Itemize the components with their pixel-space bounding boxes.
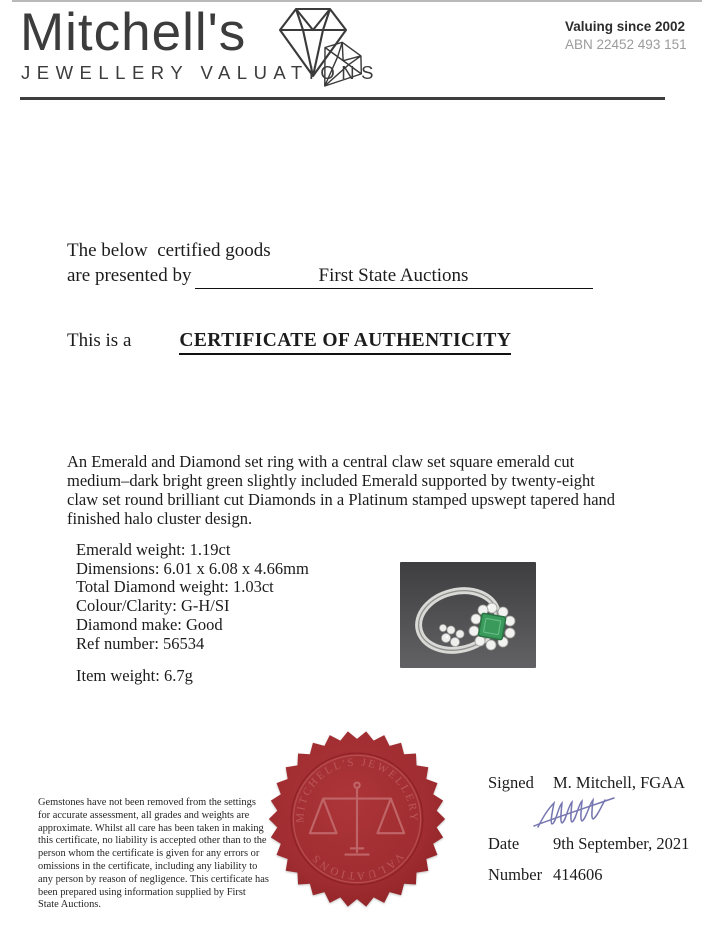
date-row <box>488 834 698 854</box>
disclaimer-text: Gemstones have not been removed from the settings for accurate assessment, all grades and weights are approximate. Whilst all care has been taken in making this certificate, no liability is accepted other than to the person whom the certificate is given for any errors or omissions in the certificate, including any liability to any person by reason of negligence. This certificate has been prepared using information supplied by First State Auctions. <box>38 797 269 911</box>
date-value: 9th September, 2021 <box>553 834 690 853</box>
signed-label: Signed <box>488 773 534 792</box>
details-list <box>76 541 309 686</box>
tagline: Valuing since 2002 <box>565 19 686 34</box>
intro-block <box>67 238 593 289</box>
seal-text-bottom: VALUATIONS <box>308 850 406 882</box>
detail-diamond-weight: Total Diamond weight: 1.03ct <box>76 577 274 597</box>
abn-number: ABN 22452 493 151 <box>565 37 687 52</box>
date-label: Date <box>488 834 520 853</box>
brand-subtitle: JEWELLERY VALUATIONS <box>21 62 380 83</box>
seal-text-top: MITCHELL'S JEWELLERY <box>294 756 420 824</box>
signature-block <box>488 773 698 885</box>
detail-colour-clarity: Colour/Clarity: G-H/SI <box>76 596 230 616</box>
title-row <box>67 330 511 355</box>
ring-photo <box>400 562 536 668</box>
detail-dimensions: Dimensions: 6.01 x 6.08 x 4.66mm <box>76 558 309 578</box>
detail-diamond-make: Diamond make: Good <box>76 614 223 634</box>
presenter-name: First State Auctions <box>195 263 593 289</box>
presented-by-label: are presented by <box>67 265 192 286</box>
brand-name: Mitchell's <box>20 3 247 62</box>
number-row <box>488 865 698 885</box>
title-prefix: This is a <box>67 330 132 351</box>
detail-ref-number: Ref number: 56534 <box>76 633 205 653</box>
handwritten-signature <box>532 791 628 835</box>
intro-line1: The below certified goods <box>67 240 271 261</box>
signed-name: M. Mitchell, FGAA <box>553 773 685 792</box>
ring-illustration <box>400 562 536 668</box>
number-label: Number <box>488 865 543 884</box>
detail-item-weight: Item weight: 6.7g <box>76 666 193 686</box>
item-description: An Emerald and Diamond set ring with a central claw set square emerald cut medium–dark bright green slightly included Emerald supported by twenty-eight claw set round brilliant cut Diamonds in a Platinum stamped upswept tapered hand finished halo cluster design. <box>67 452 616 528</box>
header-divider <box>20 97 665 100</box>
detail-emerald-weight: Emerald weight: 1.19ct <box>76 540 231 559</box>
certificate-heading: CERTIFICATE OF AUTHENTICITY <box>179 330 511 355</box>
signed-row <box>488 773 698 793</box>
number-value: 414606 <box>553 865 603 884</box>
embossed-red-seal <box>268 730 446 908</box>
